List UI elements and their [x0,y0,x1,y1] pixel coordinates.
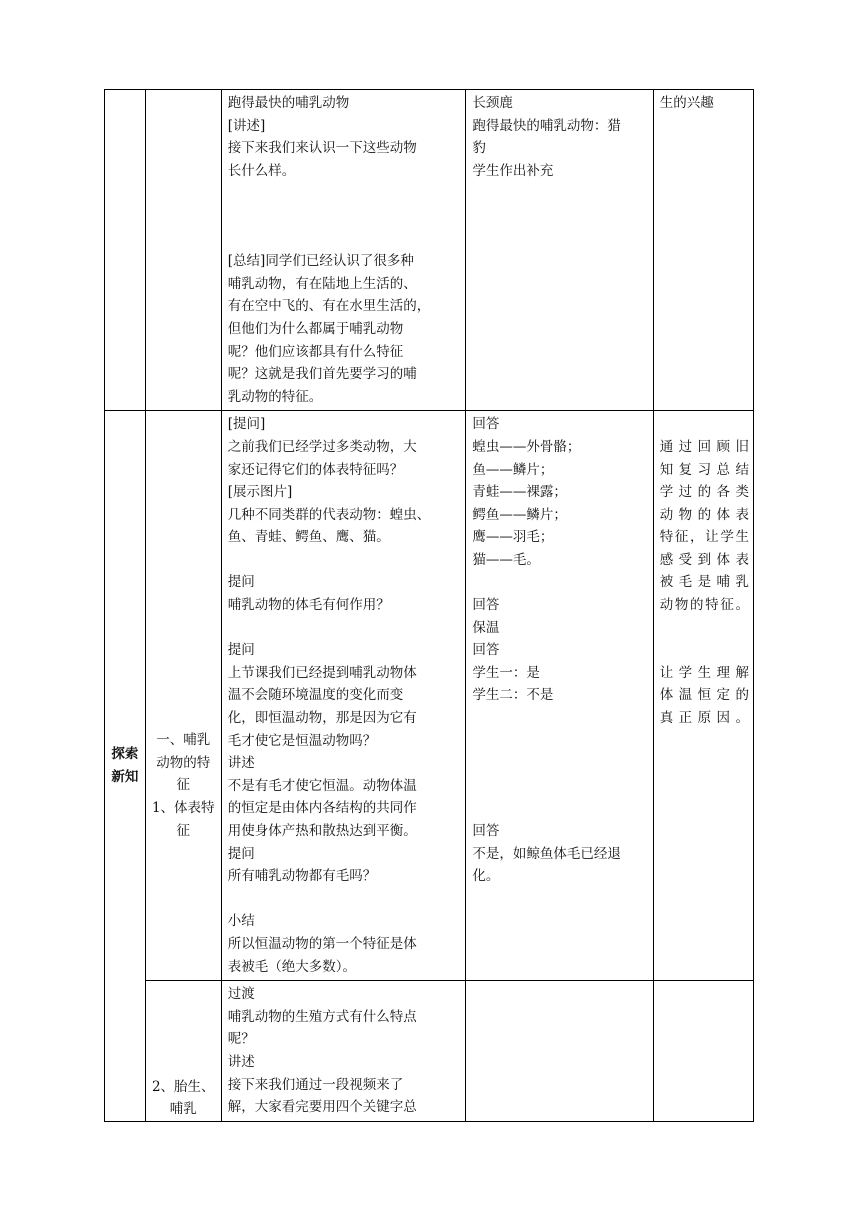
text-line: 呢？他们应该都具有什么特征 [227,343,404,360]
table-row [105,981,754,1122]
blank-line [660,413,749,436]
text-line: [总结]同学们已经认识了很多种 [227,253,414,270]
blank-line [228,549,462,572]
teacher-activity-cell [221,90,466,411]
text-line: 温不会随环境温度的变化而变 [227,687,404,704]
teacher-activity-cell [221,981,466,1122]
text-line: 乳动物的特征。 [227,388,323,405]
text-line: 动物的特征。 [659,597,749,614]
text-line: 之前我们已经学过多类动物，大 [227,438,417,455]
text-line: 哺乳动物的生殖方式有什么特点 [227,1008,417,1025]
text-line: 蝗虫——外骨骼； [472,438,581,455]
text-line: 知复习总结 [659,461,749,478]
blank-line [472,707,648,730]
text-line: 长什么样。 [227,162,296,179]
text-line: 哺乳动物，有在陆地上生活的、 [227,275,417,292]
text-line: 鱼、青蛙、鳄鱼、鹰、猫。 [227,529,390,546]
text-line: 学生一：是 [472,664,540,681]
stage-cell [105,411,146,1121]
text-line: 讲述 [227,755,255,772]
text-line: 呢？ [227,1031,255,1048]
stage-cell [105,90,146,411]
text-line: [提问] [227,416,266,433]
text-line: 呢？这就是我们首先要学习的哺 [227,366,417,383]
text-line: 哺乳动物的体毛有何作用？ [227,597,390,614]
text-line: 跑得最快的哺乳动物 [227,95,350,111]
text-line: 生的兴趣 [659,95,714,111]
text-line: 青蛙——裸露； [472,484,567,501]
text-line: 不是有毛才使它恒温。动物体温 [227,777,417,794]
text-line: 表被毛（绝大多数）。 [227,958,357,975]
table-row [105,90,754,411]
text-line: 被毛是哺乳 [659,574,749,591]
text-line: 家还记得它们的体表特征吗？ [227,461,404,478]
text-line: 过渡 [227,986,255,1003]
text-line: 解，大家看完要用四个关键字总 [227,1099,417,1116]
text-line: 跑得最快的哺乳动物：猎 [472,117,621,134]
text-line: 鹰——羽毛； [472,529,554,546]
blank-line [228,182,462,205]
text-line: 回答 [472,597,500,614]
table-row [105,411,754,981]
text-line: 提问 [227,642,255,659]
stage-label: 新知 [111,769,139,786]
text-line: 豹 [472,140,486,157]
text-line: 通过回顾旧 [659,438,749,455]
blank-line [228,888,462,911]
design-purpose-cell [653,411,753,981]
text-line: 化，即恒温动物，那是因为它有 [227,710,417,727]
text-line: 感受到体表 [659,551,749,568]
blank-line [472,730,648,753]
text-line: 征 [176,777,191,794]
topic-cell [145,981,221,1122]
text-line: 特征，让学生 [659,529,749,546]
text-line: 动物的特 [156,754,211,771]
text-line: 用使身体产热和散热达到平衡。 [227,823,417,839]
text-line: 几种不同类群的代表动物：蝗虫、 [227,506,431,523]
text-line: 1、体表特 [151,800,215,817]
text-line: 上节课我们已经提到哺乳动物体 [227,664,417,681]
text-line: 的恒定是由体内各结构的共同作 [227,800,417,817]
blank-line [472,775,648,798]
text-line: 学生作出补充 [472,162,554,179]
text-line: 化。 [472,868,500,885]
text-line: [讲述] [227,117,266,134]
text-line: 征 [176,822,191,839]
text-line: 接下来我们通过一段视频来了 [227,1076,404,1093]
blank-line [472,752,648,775]
text-line: 学生二：不是 [472,687,554,704]
student-activity-cell [466,90,653,411]
text-line: 回答 [472,416,500,433]
text-line: 保温 [472,619,500,636]
text-line: 猫——毛。 [472,551,540,568]
topic-cell [145,411,221,981]
text-line: 所以恒温动物的第一个特征是体 [227,935,417,952]
student-activity-cell [466,981,653,1122]
blank-line [472,571,648,594]
text-line: 小结 [227,913,255,930]
text-line: 接下来我们来认识一下这些动物 [227,140,417,157]
text-line: 但他们为什么都属于哺乳动物 [227,320,404,337]
text-line: 长颈鹿 [472,95,513,111]
text-line: 学过的各类 [659,484,749,501]
blank-line [472,797,648,820]
teacher-activity-cell [221,411,466,981]
text-line: 真正原因。 [659,710,749,727]
text-line: 不是，如鲸鱼体毛已经退 [472,845,621,862]
text-line: 毛才使它是恒温动物吗？ [227,732,377,749]
blank-line [228,228,462,251]
text-line: 提问 [227,845,255,862]
design-purpose-cell [653,90,753,411]
text-line: 讲述 [227,1053,255,1070]
text-line: 体温恒定的 [659,687,749,704]
text-line: 鳄鱼——鳞片； [472,506,567,523]
blank-line [660,639,749,662]
text-line: 提问 [227,574,255,591]
text-line: 回答 [472,642,500,659]
text-line: 哺乳 [169,1101,197,1118]
student-activity-cell [466,411,653,981]
text-line: [展示图片] [227,484,293,501]
text-line: 让学生理解 [659,664,749,681]
design-purpose-cell [653,981,753,1122]
topic-cell [145,90,221,411]
blank-line [228,205,462,228]
blank-line [660,617,749,640]
text-line: 回答 [472,823,500,839]
text-line: 一、哺乳 [156,732,211,749]
stage-label: 探索 [111,746,139,763]
text-line: 所有哺乳动物都有毛吗？ [227,868,377,885]
lesson-plan-table [104,89,754,1122]
text-line: 动物的体表 [659,506,749,523]
text-line: 2、胎生、 [151,1078,215,1095]
blank-line [228,617,462,640]
text-line: 鱼——鳞片； [472,461,554,478]
text-line: 有在空中飞的、有在水里生活的， [227,298,431,315]
